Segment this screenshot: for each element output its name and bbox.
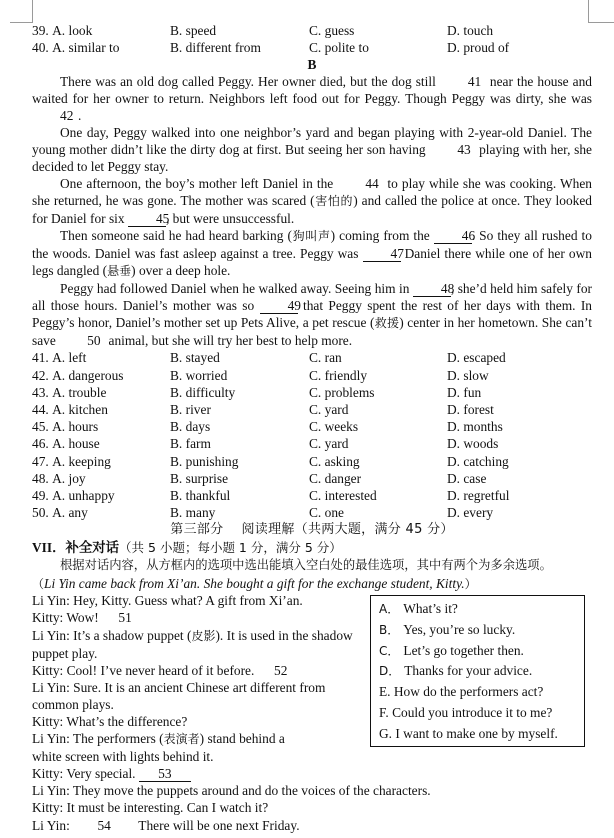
option-a: 42. A. dangerous [32, 367, 124, 383]
option-b: B. different from [170, 40, 261, 56]
choice-f: F. Could you introduce it to me? [379, 704, 553, 720]
option-c: C. weeks [309, 419, 359, 435]
option-row-40 [32, 39, 592, 56]
option-a: 49. A. unhappy [32, 487, 115, 503]
blank-45: 45 [128, 212, 166, 227]
option-row-41 [32, 349, 592, 366]
option-row-48 [32, 470, 592, 487]
blank-46: 46 [434, 229, 472, 244]
choice-a: A． What’s it? [379, 601, 458, 616]
option-d: D. every [447, 505, 494, 521]
blank-44: 44 [365, 176, 379, 192]
option-d: D. regretful [447, 487, 510, 503]
option-d: D. months [447, 419, 503, 435]
dialog-line: Li Yin: 54 There will be one next Friday. [32, 817, 300, 833]
option-c: C. yard [309, 401, 349, 417]
option-b: B. days [170, 419, 211, 435]
paragraph-3: One afternoon, the boy’s mother left Daniel in the 44 to play while she was cooking. When she returned, he was gone. The mother was scared (害怕的) and called the police at once. They looked for Daniel for six 45, but were unsuccessful. [32, 176, 592, 227]
option-row-46 [32, 435, 592, 452]
option-c: C. problems [309, 384, 375, 400]
choice-e: E. How do the performers act? [379, 684, 544, 700]
dialog-line: Li Yin: They move the puppets around and do the voices of the characters. [32, 783, 431, 799]
option-row-47 [32, 453, 592, 470]
blank-43: 43 [457, 142, 471, 158]
blank-47: 47 [363, 247, 401, 262]
dialog-line: Li Yin: It’s a shadow puppet (皮影). It is used in the shadow puppet play. [32, 627, 353, 661]
option-c: C. guess [309, 23, 355, 38]
dialog-line: Kitty: It must be interesting. Can I watch it? [32, 800, 269, 816]
section-7-instruction: 根据对话内容，从方框内的选项中选出能填入空白处的最佳选项，其中有两个为多余选项。 [60, 558, 552, 573]
option-b: B. surprise [170, 470, 229, 486]
option-d: D. forest [447, 401, 494, 417]
option-row-43 [32, 384, 592, 401]
blank-53: 53 [139, 767, 191, 782]
option-b: B. many [170, 505, 216, 521]
choice-c: C． Let’s go together then. [379, 642, 524, 658]
paragraph-2: One day, Peggy walked into one neighbor’s yard and began playing with 2-year-old Daniel. The young mother didn’t like the dirty dog at first. But seeing her son having 43 playing with her, she decided to let Peggy stay. [32, 125, 592, 175]
dialog-context: （Li Yin came back from Xi’an. She bought a gift for the exchange student, Kitty.） [32, 576, 477, 592]
choices-box [370, 595, 585, 747]
option-b: B. punishing [170, 453, 239, 469]
option-a: 39. A. look [32, 23, 93, 38]
option-c: C. one [309, 505, 344, 521]
option-a: 48. A. joy [32, 470, 86, 486]
option-a: 44. A. kitchen [32, 401, 108, 417]
prev-options [32, 22, 592, 56]
option-c: C. asking [309, 453, 360, 469]
option-row-45 [32, 418, 592, 435]
option-b: B. thankful [170, 487, 231, 503]
option-b: B. river [170, 401, 211, 417]
passage-b [32, 73, 592, 349]
section-7-heading [32, 539, 592, 557]
blank-49: 49 [260, 299, 298, 314]
choice-d: D． Thanks for your advice. [379, 663, 533, 679]
option-c: C. yard [309, 436, 349, 452]
blank-52: 52 [274, 662, 288, 678]
option-d: D. case [447, 470, 487, 486]
option-c: C. danger [309, 470, 362, 486]
dialog-line: Kitty: What’s the difference? [32, 713, 188, 729]
option-row-42 [32, 367, 592, 384]
option-c: C. interested [309, 487, 377, 503]
blank-41: 41 [467, 74, 482, 90]
part-three-title: 第三部分 阅读理解（共两大题，满分 45 分） [170, 522, 454, 538]
choice-g: G. I want to make one by myself. [379, 725, 558, 741]
option-d: D. touch [447, 23, 494, 38]
option-a: 40. A. similar to [32, 40, 120, 56]
option-a: 46. A. house [32, 436, 100, 452]
option-a: 41. A. left [32, 350, 87, 366]
option-c: C. polite to [309, 40, 369, 56]
option-b: B. farm [170, 436, 211, 452]
option-b: B. speed [170, 23, 217, 38]
option-a: 50. A. any [32, 505, 88, 521]
option-a: 45. A. hours [32, 419, 99, 435]
option-c: C. friendly [309, 367, 368, 383]
paragraph-1: There was an old dog called Peggy. Her owner died, but the dog still 41 near the house and waited for her owner to return. Neighbors left food out for Peggy. Though Peggy was dirty, she was 42 . [32, 74, 592, 124]
crop-mark-right [588, 0, 614, 23]
option-b: B. stayed [170, 350, 220, 366]
dialog-line: Li Yin: Hey, Kitty. Guess what? A gift from Xi’an. [32, 593, 303, 609]
option-d: D. woods [447, 436, 499, 452]
blank-51: 51 [118, 610, 132, 626]
answer-options [32, 349, 592, 521]
option-d: D. catching [447, 453, 509, 469]
option-b: B. worried [170, 367, 228, 383]
crop-mark-left [10, 0, 33, 23]
option-d: D. fun [447, 384, 482, 400]
section-7-label: VII．补全对话 [32, 540, 120, 556]
blank-54: 54 [97, 817, 111, 833]
paragraph-4: Then someone said he had heard barking (狗叫声) coming from the 46. So they all rushed to the woods. Daniel was fast asleep against a tree. Peggy was 47 Daniel there while one of her own legs dangled (悬垂) over a deep hole. [32, 228, 592, 279]
section-7-note: （共 5 小题；每小题 1 分，满分 5 分） [119, 540, 342, 556]
option-row-44 [32, 401, 592, 418]
dialog-line: Li Yin: Sure. It is an ancient Chinese art different from common plays. [32, 679, 326, 712]
dialog-line: Kitty: Cool! I’ve never heard of it before. 52 [32, 662, 362, 679]
option-b: B. difficulty [170, 384, 236, 400]
option-row-39 [32, 22, 592, 39]
option-d: D. proud of [447, 40, 510, 56]
paragraph-5: Peggy had followed Daniel when he walked away. Seeing him in 48, she’d held him safely for all those hours. Daniel’s mother was so 49 that Peggy spent the rest of her days with them. In Peggy’s honor, Daniel’s mother set up Pets Alive, a pet rescue (救援) center in her hometown. She can’t save 50 animal, but she will try her best to help more. [32, 281, 592, 349]
option-d: D. slow [447, 367, 489, 383]
choice-b: B． Yes, you’re so lucky. [379, 621, 516, 637]
blank-50: 50 [87, 333, 101, 349]
dialog-line: Li Yin: The performers (表演者) stand behind a white screen with lights behind it. [32, 731, 285, 764]
section-heading-b: B [307, 57, 317, 73]
option-row-50 [32, 504, 592, 521]
option-a: 43. A. trouble [32, 384, 107, 400]
blank-42: 42 [60, 108, 74, 124]
option-row-49 [32, 487, 592, 504]
blank-48: 48 [413, 282, 451, 297]
dialog-line: Kitty: Very special. 53 [32, 765, 362, 782]
option-d: D. escaped [447, 350, 506, 366]
option-a: 47. A. keeping [32, 453, 111, 469]
option-c: C. ran [309, 350, 342, 366]
dialog-line: Kitty: Wow! 51 [32, 609, 362, 626]
